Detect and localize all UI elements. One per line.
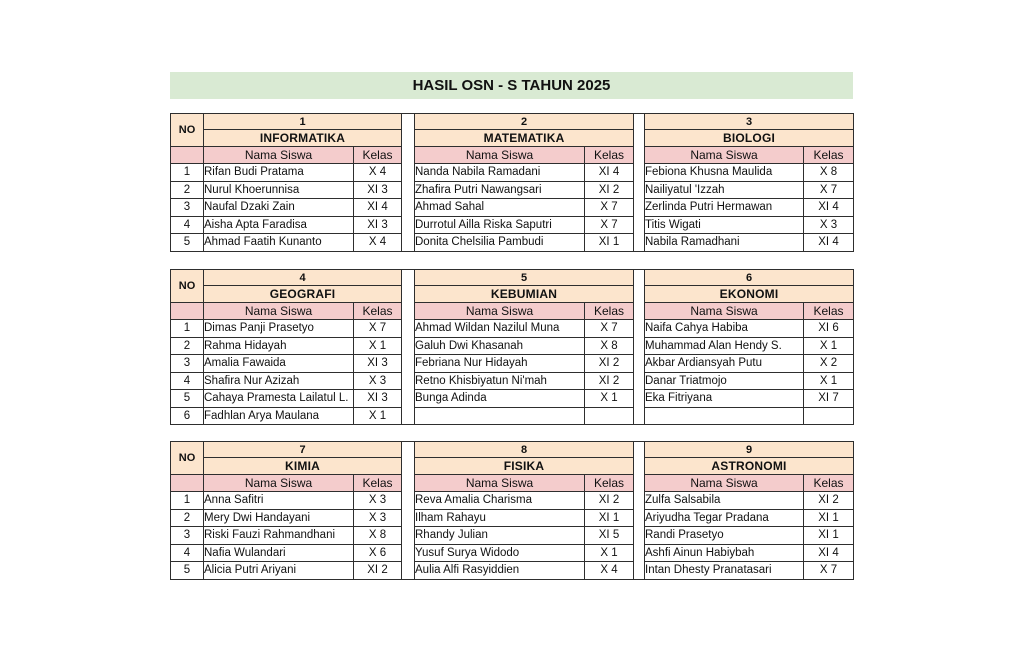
row-number-cell: 1 (171, 320, 204, 338)
nama-siswa-header: Nama Siswa (415, 147, 585, 164)
student-kelas-cell: XI 4 (804, 544, 854, 562)
student-row (171, 544, 854, 562)
student-row (171, 527, 854, 545)
student-name-cell: Zhafira Putri Nawangsari (415, 181, 585, 199)
student-row (171, 562, 854, 580)
student-name-cell: Aulia Alfi Rasyiddien (415, 562, 585, 580)
student-kelas-cell: X 1 (585, 544, 634, 562)
empty-cell (585, 407, 634, 425)
student-kelas-cell: X 3 (354, 492, 402, 510)
student-kelas-cell: X 1 (804, 372, 854, 390)
student-name-cell: Amalia Fawaida (204, 355, 354, 373)
student-kelas-cell: XI 1 (585, 509, 634, 527)
student-name-cell: Riski Fauzi Rahmandhani (204, 527, 354, 545)
subject-name-cell: KIMIA (204, 458, 402, 475)
student-row (171, 181, 854, 199)
number-header-row (171, 114, 854, 130)
row-number-cell: 6 (171, 407, 204, 425)
subject-name-cell: FISIKA (415, 458, 634, 475)
student-name-cell: Anna Safitri (204, 492, 354, 510)
student-name-cell: Ahmad Faatih Kunanto (204, 234, 354, 252)
nama-siswa-header: Nama Siswa (645, 303, 804, 320)
student-kelas-cell: X 3 (354, 509, 402, 527)
kelas-header: Kelas (354, 147, 402, 164)
row-number-cell: 4 (171, 372, 204, 390)
student-kelas-cell: X 1 (804, 337, 854, 355)
subject-number-cell: 9 (645, 442, 854, 458)
student-name-cell: Danar Triatmojo (645, 372, 804, 390)
student-kelas-cell: XI 3 (354, 216, 402, 234)
student-name-cell: Nurul Khoerunnisa (204, 181, 354, 199)
student-kelas-cell: X 7 (804, 181, 854, 199)
student-name-cell: Nabila Ramadhani (645, 234, 804, 252)
student-kelas-cell: X 1 (354, 337, 402, 355)
student-name-cell: Aisha Apta Faradisa (204, 216, 354, 234)
row-number-cell: 2 (171, 509, 204, 527)
subject-header-row (171, 458, 854, 475)
subject-name-cell: GEOGRAFI (204, 286, 402, 303)
student-name-cell: Zulfa Salsabila (645, 492, 804, 510)
student-kelas-cell: XI 4 (804, 199, 854, 217)
subject-header-row (171, 286, 854, 303)
row-number-cell: 2 (171, 181, 204, 199)
student-kelas-cell: X 8 (585, 337, 634, 355)
gap-column (634, 114, 645, 252)
student-name-cell: Zerlinda Putri Hermawan (645, 199, 804, 217)
student-kelas-cell: X 8 (804, 164, 854, 182)
student-row (171, 407, 854, 425)
student-name-cell: Ahmad Wildan Nazilul Muna (415, 320, 585, 338)
empty-cell (415, 407, 585, 425)
student-kelas-cell: XI 3 (354, 181, 402, 199)
student-name-cell: Donita Chelsilia Pambudi (415, 234, 585, 252)
student-kelas-cell: X 7 (804, 562, 854, 580)
no-header: NO (171, 270, 204, 303)
student-kelas-cell: XI 1 (585, 234, 634, 252)
student-row (171, 234, 854, 252)
student-row (171, 492, 854, 510)
column-header-row (171, 147, 854, 164)
row-number-cell: 3 (171, 199, 204, 217)
student-name-cell: Retno Khisbiyatun Ni'mah (415, 372, 585, 390)
student-kelas-cell: X 4 (354, 234, 402, 252)
student-name-cell: Nanda Nabila Ramadani (415, 164, 585, 182)
student-kelas-cell: X 1 (585, 390, 634, 408)
student-name-cell: Nailiyatul 'Izzah (645, 181, 804, 199)
kelas-header: Kelas (804, 147, 854, 164)
nama-siswa-header: Nama Siswa (645, 147, 804, 164)
nama-siswa-header: Nama Siswa (415, 303, 585, 320)
student-kelas-cell: XI 2 (585, 355, 634, 373)
student-name-cell: Mery Dwi Handayani (204, 509, 354, 527)
student-name-cell: Rifan Budi Pratama (204, 164, 354, 182)
student-row (171, 199, 854, 217)
results-block-1 (170, 113, 854, 252)
student-name-cell: Febriana Nur Hidayah (415, 355, 585, 373)
student-name-cell: Galuh Dwi Khasanah (415, 337, 585, 355)
student-kelas-cell: XI 1 (804, 527, 854, 545)
student-kelas-cell: X 6 (354, 544, 402, 562)
kelas-header: Kelas (804, 303, 854, 320)
subject-number-cell: 5 (415, 270, 634, 286)
student-row (171, 164, 854, 182)
student-row (171, 509, 854, 527)
empty-cell (804, 407, 854, 425)
student-kelas-cell: XI 3 (354, 390, 402, 408)
student-name-cell: Ashfi Ainun Habiybah (645, 544, 804, 562)
student-name-cell: Ilham Rahayu (415, 509, 585, 527)
student-kelas-cell: X 7 (354, 320, 402, 338)
student-name-cell: Bunga Adinda (415, 390, 585, 408)
student-name-cell: Naufal Dzaki Zain (204, 199, 354, 217)
number-header-row (171, 270, 854, 286)
student-kelas-cell: XI 2 (585, 181, 634, 199)
nama-siswa-header: Nama Siswa (204, 475, 354, 492)
student-kelas-cell: XI 3 (354, 355, 402, 373)
student-name-cell: Titis Wigati (645, 216, 804, 234)
student-name-cell: Ariyudha Tegar Pradana (645, 509, 804, 527)
student-name-cell: Yusuf Surya Widodo (415, 544, 585, 562)
student-kelas-cell: XI 2 (804, 492, 854, 510)
subject-number-cell: 3 (645, 114, 854, 130)
nama-siswa-header: Nama Siswa (415, 475, 585, 492)
student-kelas-cell: XI 7 (804, 390, 854, 408)
subject-name-cell: EKONOMI (645, 286, 854, 303)
kelas-header: Kelas (585, 147, 634, 164)
gap-column (402, 270, 415, 425)
number-header-row (171, 442, 854, 458)
student-name-cell: Dimas Panji Prasetyo (204, 320, 354, 338)
row-number-cell: 5 (171, 234, 204, 252)
student-row (171, 216, 854, 234)
subject-name-cell: MATEMATIKA (415, 130, 634, 147)
gap-column (402, 442, 415, 580)
student-kelas-cell: X 3 (804, 216, 854, 234)
no-subheader-cell (171, 475, 204, 492)
row-number-cell: 1 (171, 164, 204, 182)
subject-name-cell: ASTRONOMI (645, 458, 854, 475)
student-row (171, 320, 854, 338)
row-number-cell: 4 (171, 216, 204, 234)
kelas-header: Kelas (354, 303, 402, 320)
student-name-cell: Cahaya Pramesta Lailatul L. (204, 390, 354, 408)
gap-column (402, 114, 415, 252)
student-name-cell: Rahma Hidayah (204, 337, 354, 355)
subject-header-row (171, 130, 854, 147)
kelas-header: Kelas (585, 475, 634, 492)
student-row (171, 372, 854, 390)
student-kelas-cell: X 4 (354, 164, 402, 182)
student-kelas-cell: XI 4 (804, 234, 854, 252)
empty-cell (645, 407, 804, 425)
results-block-2 (170, 269, 854, 425)
gap-column (634, 270, 645, 425)
student-row (171, 337, 854, 355)
subject-name-cell: KEBUMIAN (415, 286, 634, 303)
no-subheader-cell (171, 147, 204, 164)
student-kelas-cell: XI 4 (585, 164, 634, 182)
no-header: NO (171, 114, 204, 147)
student-name-cell: Durrotul Ailla Riska Saputri (415, 216, 585, 234)
student-name-cell: Eka Fitriyana (645, 390, 804, 408)
page-title: HASIL OSN - S TAHUN 2025 (170, 72, 853, 99)
row-number-cell: 1 (171, 492, 204, 510)
student-kelas-cell: X 3 (354, 372, 402, 390)
student-kelas-cell: XI 2 (354, 562, 402, 580)
student-name-cell: Ahmad Sahal (415, 199, 585, 217)
nama-siswa-header: Nama Siswa (204, 303, 354, 320)
row-number-cell: 5 (171, 562, 204, 580)
student-row (171, 390, 854, 408)
column-header-row (171, 303, 854, 320)
student-name-cell: Shafira Nur Azizah (204, 372, 354, 390)
no-header: NO (171, 442, 204, 475)
student-kelas-cell: XI 2 (585, 372, 634, 390)
student-name-cell: Intan Dhesty Pranatasari (645, 562, 804, 580)
subject-number-cell: 6 (645, 270, 854, 286)
subject-number-cell: 2 (415, 114, 634, 130)
student-kelas-cell: X 1 (354, 407, 402, 425)
nama-siswa-header: Nama Siswa (204, 147, 354, 164)
student-name-cell: Reva Amalia Charisma (415, 492, 585, 510)
student-name-cell: Muhammad Alan Hendy S. (645, 337, 804, 355)
student-kelas-cell: X 7 (585, 199, 634, 217)
no-subheader-cell (171, 303, 204, 320)
nama-siswa-header: Nama Siswa (645, 475, 804, 492)
student-name-cell: Akbar Ardiansyah Putu (645, 355, 804, 373)
student-kelas-cell: X 7 (585, 320, 634, 338)
kelas-header: Kelas (804, 475, 854, 492)
student-name-cell: Fadhlan Arya Maulana (204, 407, 354, 425)
student-kelas-cell: X 2 (804, 355, 854, 373)
subject-number-cell: 7 (204, 442, 402, 458)
row-number-cell: 3 (171, 355, 204, 373)
column-header-row (171, 475, 854, 492)
student-name-cell: Nafia Wulandari (204, 544, 354, 562)
student-name-cell: Naifa Cahya Habiba (645, 320, 804, 338)
row-number-cell: 2 (171, 337, 204, 355)
kelas-header: Kelas (354, 475, 402, 492)
subject-number-cell: 8 (415, 442, 634, 458)
row-number-cell: 5 (171, 390, 204, 408)
row-number-cell: 4 (171, 544, 204, 562)
student-name-cell: Febiona Khusna Maulida (645, 164, 804, 182)
kelas-header: Kelas (585, 303, 634, 320)
student-kelas-cell: X 4 (585, 562, 634, 580)
student-name-cell: Alicia Putri Ariyani (204, 562, 354, 580)
gap-column (634, 442, 645, 580)
student-kelas-cell: XI 5 (585, 527, 634, 545)
row-number-cell: 3 (171, 527, 204, 545)
student-kelas-cell: XI 6 (804, 320, 854, 338)
student-kelas-cell: X 7 (585, 216, 634, 234)
subject-name-cell: INFORMATIKA (204, 130, 402, 147)
subject-number-cell: 1 (204, 114, 402, 130)
subject-name-cell: BIOLOGI (645, 130, 854, 147)
student-kelas-cell: XI 4 (354, 199, 402, 217)
student-name-cell: Randi Prasetyo (645, 527, 804, 545)
subject-number-cell: 4 (204, 270, 402, 286)
student-name-cell: Rhandy Julian (415, 527, 585, 545)
student-kelas-cell: XI 1 (804, 509, 854, 527)
student-kelas-cell: XI 2 (585, 492, 634, 510)
results-block-3 (170, 441, 854, 580)
student-row (171, 355, 854, 373)
student-kelas-cell: X 8 (354, 527, 402, 545)
